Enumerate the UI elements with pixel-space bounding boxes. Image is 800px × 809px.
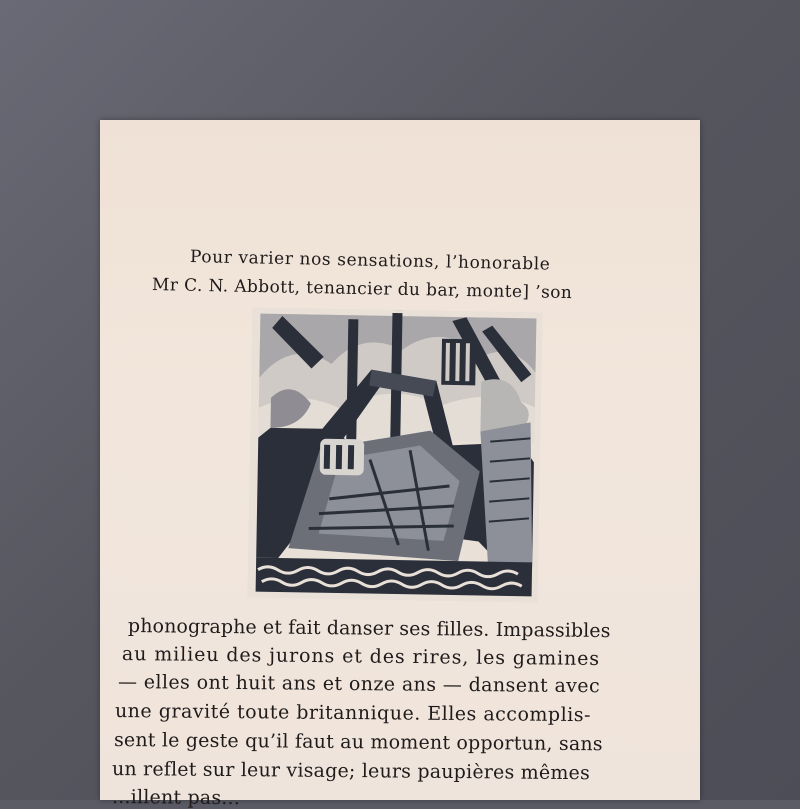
text-line-1: Pour varier nos sensations, l’honorable [189,247,551,275]
woodcut-dredge-bucket-illustration [247,307,542,602]
text-line-8: un reflet sur leur visage; leurs paupières mêmes [111,758,591,785]
text-line-6: une gravité toute britannique. Elles accomplis- [114,700,592,727]
text-line-4: au milieu des jurons et des rires, les gamines [121,643,601,671]
text-line-2: Mr C. N. Abbott, tenancier du bar, monte] ’son [151,275,573,304]
text-line-5: — elles ont huit ans et onze ans — dansent avec [117,671,601,698]
text-line-7: sent le geste qu’il faut au moment opportun, sans [113,729,603,756]
text-line-3: phonographe et fait danser ses filles. Impassibles [127,615,611,643]
text-line-9-partial: ...illent pas... [111,786,241,809]
